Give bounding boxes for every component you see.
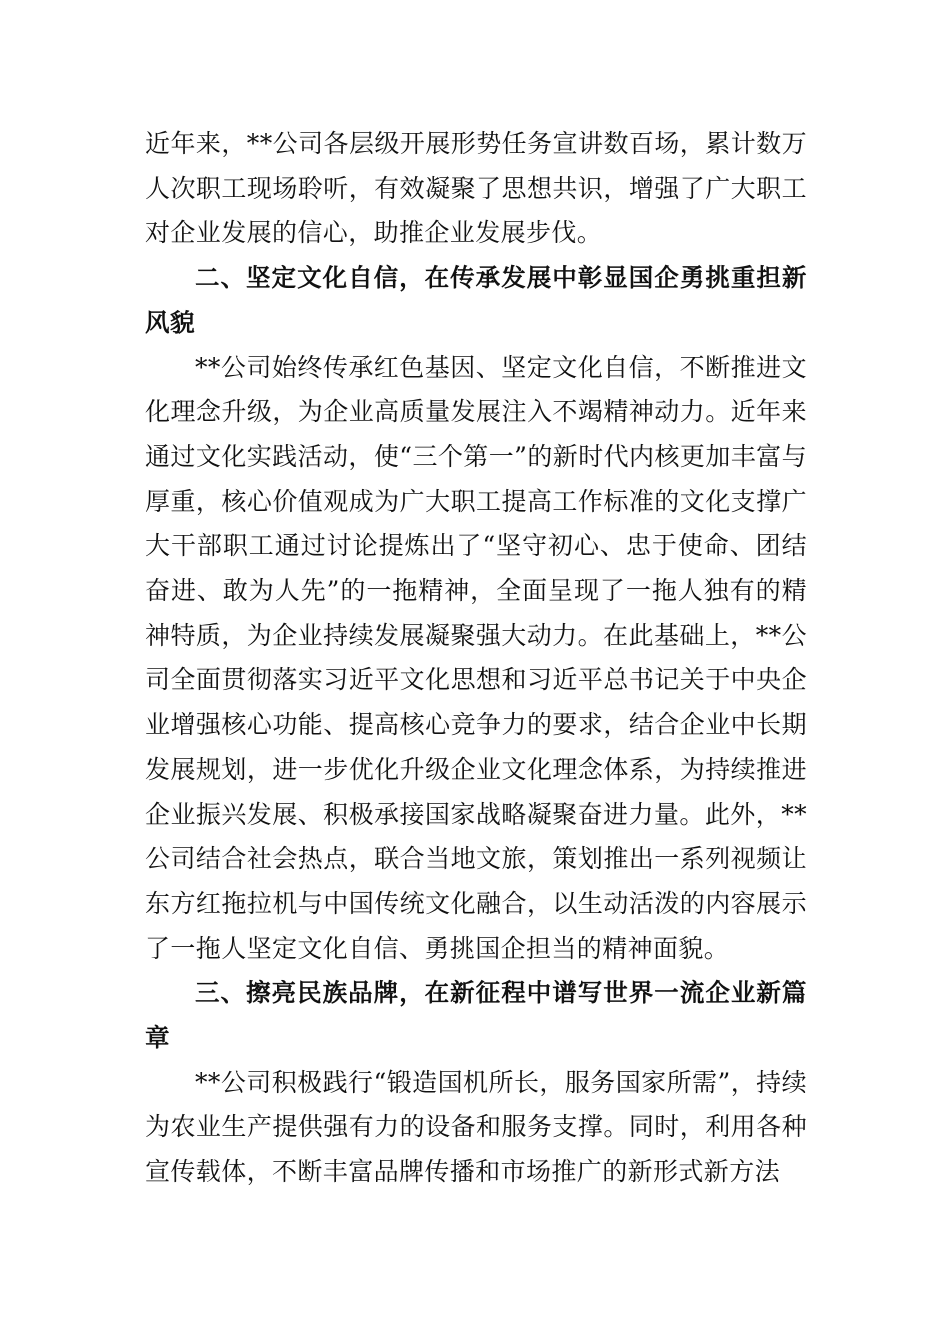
document-body [145, 122, 807, 1195]
section-heading-2: 二、坚定文化自信，在传承发展中彰显国企勇挑重担新风貌 [145, 263, 807, 337]
section-heading-3: 三、擦亮民族品牌，在新征程中谱写世界一流企业新篇章 [145, 978, 807, 1053]
paragraph-2: **公司始终传承红色基因、坚定文化自信，不断推进文化理念升级，为企业高质量发展注入不竭精神动力。近年来通过文化实践活动，使“三个第一”的新时代内核更加丰富与厚重，核心价值观成为广大职工提高工作标准的文化支撑广大干部职工通过讨论提炼出了“坚守初心、忠于使命、团结奋进、敢为人先”的一拖精神，全面呈现了一拖人独有的精神特质，为企业持续发展凝聚强大动力。在此基础上，**公司全面贯彻落实习近平文化思想和习近平总书记关于中央企业增强核心功能、提高核心竞争力的要求，结合企业中长期发展规划，进一步优化升级企业文化理念体系，为持续推进企业振兴发展、积极承接国家战略凝聚奋进力量。此外，**公司结合社会热点，联合当地文旅，策划推出一系列视频让东方红拖拉机与中国传统文化融合，以生动活泼的内容展示了一拖人坚定文化自信、勇挑国企担当的精神面貌。 [145, 352, 807, 963]
paragraph-1: 近年来，**公司各层级开展形势任务宣讲数百场，累计数万人次职工现场聆听，有效凝聚了思想共识，增强了广大职工对企业发展的信心，助推企业发展步伐。 [145, 129, 807, 248]
paragraph-3: **公司积极践行“锻造国机所长，服务国家所需”，持续为农业生产提供强有力的设备和服务支撑。同时，利用各种宣传载体，不断丰富品牌传播和市场推广的新形式新方法 [145, 1067, 807, 1187]
